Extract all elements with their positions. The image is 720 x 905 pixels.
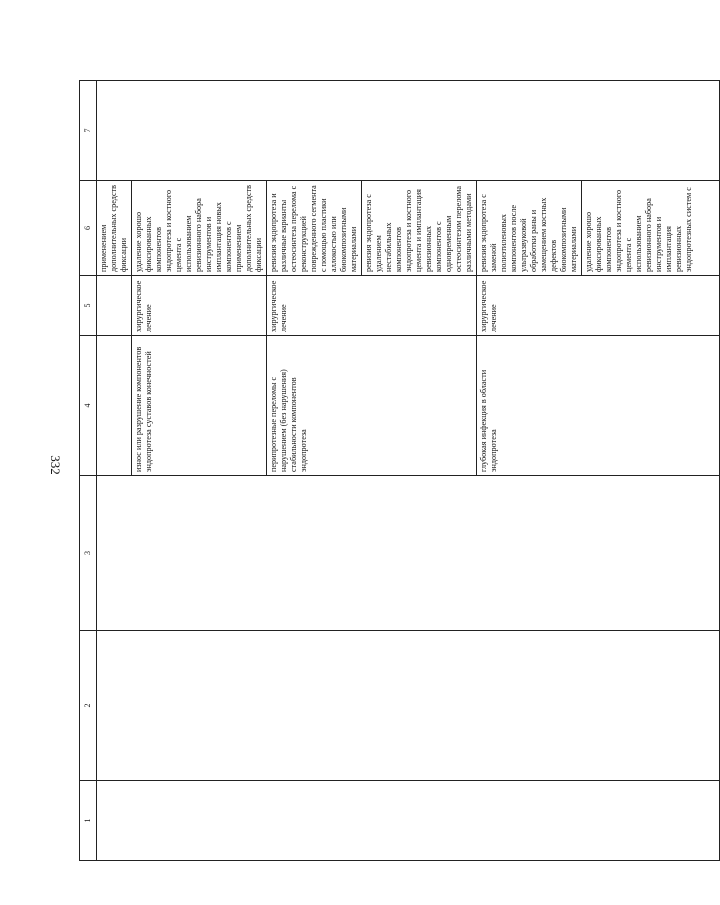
column-number: 6 [80, 181, 97, 276]
diagnosis-cell: перипротезные переломы с нарушением (без нарушения) стабильности компонентов эндопротеза [267, 336, 477, 476]
page-number: 332 [48, 455, 63, 475]
column-number: 1 [80, 781, 97, 861]
method-cell: ревизия эндопротеза с удалением нестабильных компонентов эндопротеза и костного цемента и имплантация ревизионных компонентов с одновременным остеосинтезом перелома различными методами [362, 181, 477, 276]
column-number-row [80, 81, 97, 861]
treatment-table [79, 80, 720, 861]
treatment-cell [97, 276, 132, 336]
cell-col-7 [97, 81, 720, 181]
table-row [97, 81, 132, 861]
column-number: 3 [80, 476, 97, 631]
diagnosis-cell: глубокая инфекция в области эндопротеза [477, 336, 720, 476]
column-number: 5 [80, 276, 97, 336]
method-cell: удаление хорошо фиксированных компонентов эндопротеза и костного цемента с использованием ревизионного набора инструментов и имплантация новых компонентов с применением дополнительных средств фиксации [132, 181, 267, 276]
treatment-cell: хирургическое лечение [477, 276, 720, 336]
cell-col-2 [97, 631, 720, 781]
treatment-cell: хирургическое лечение [132, 276, 267, 336]
column-number: 2 [80, 631, 97, 781]
column-number: 4 [80, 336, 97, 476]
method-cell: применением дополнительных средств фиксации [97, 181, 132, 276]
method-cell: удаление хорошо фиксированных компонентов эндопротеза и костного цемента с использованием ревизионного набора инструментов и имплантация ревизионных эндопротезных систем с [582, 181, 720, 276]
method-cell: ревизия эндопротеза с заменой полиэтиленовых компонентов после ультразвуковой обработки раны и замещением костных дефектов биокомпозитными материалами [477, 181, 582, 276]
rotated-table [79, 81, 693, 861]
cell-col-1 [97, 781, 720, 861]
diagnosis-cell [97, 336, 132, 476]
diagnosis-cell: износ или разрушение компонентов эндопротеза суставов конечностей [132, 336, 267, 476]
column-number: 7 [80, 81, 97, 181]
method-cell: ревизия эндопротеза и различные варианты остеосинтеза перелома с реконструкцией поврежденного сегмента с помощью пластики аллокостью или биокомпозитными материалами [267, 181, 362, 276]
cell-col-3 [97, 476, 720, 631]
treatment-cell: хирургическое лечение [267, 276, 477, 336]
